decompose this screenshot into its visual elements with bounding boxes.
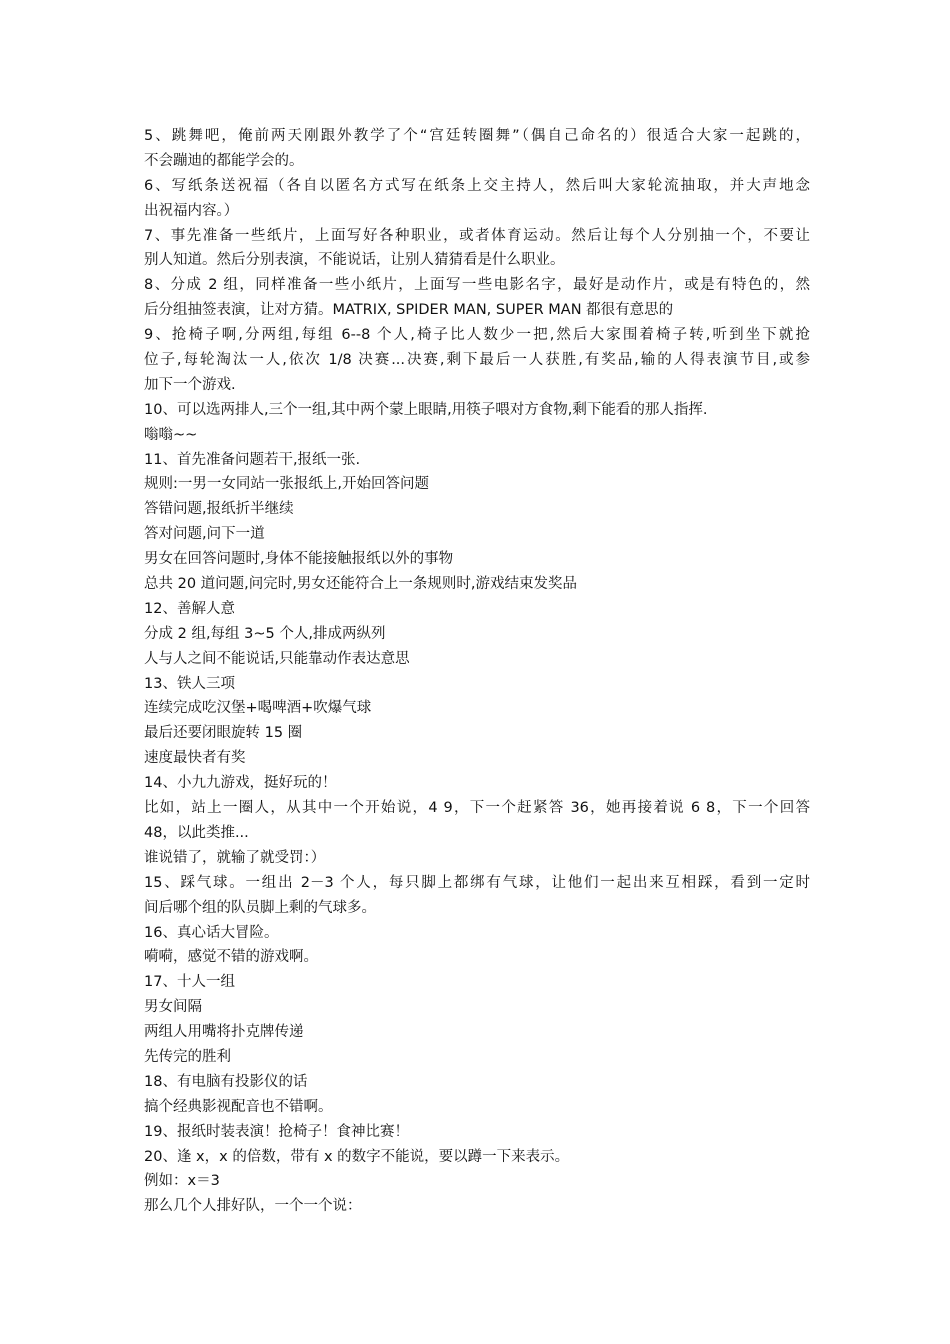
text-line: 答对问题,问下一道	[144, 526, 265, 543]
text-line: 7、事先准备一些纸片，上面写好各种职业，或者体育运动。然后让每个人分别抽一个，不要让	[144, 227, 810, 244]
text-line: 别人知道。然后分别表演，不能说话，让别人猜猜看是什么职业。	[144, 252, 565, 269]
text-line: 嗡嗡~~	[144, 426, 198, 443]
text-line: 出祝福内容。）	[144, 202, 239, 219]
text-line: 那么几个人排好队，一个一个说：	[144, 1198, 362, 1215]
text-line: 16、真心话大冒险。	[144, 924, 279, 941]
text-line: 14、小九九游戏，挺好玩的！	[144, 775, 337, 792]
text-line: 男女间隔	[144, 999, 202, 1016]
text-line: 连续完成吃汉堡+喝啤酒+吹爆气球	[144, 700, 372, 717]
text-line: 嗬嗬，感觉不错的游戏啊。	[144, 949, 318, 966]
text-line: 18、有电脑有投影仪的话	[144, 1073, 308, 1090]
text-line: 9、抢椅子啊,分两组,每组 6--8 个人,椅子比人数少一把,然后大家围着椅子转,听到坐下就抢	[144, 327, 810, 344]
text-line: 人与人之间不能说话,只能靠动作表达意思	[144, 650, 410, 667]
text-line: 例如：x＝3	[144, 1173, 220, 1190]
text-line: 加下一个游戏.	[144, 376, 236, 393]
text-line: 17、十人一组	[144, 974, 235, 991]
text-line: 10、可以选两排人,三个一组,其中两个蒙上眼睛,用筷子喂对方食物,剩下能看的那人指挥.	[144, 401, 708, 418]
text-line: 19、报纸时装表演！抢椅子！食神比赛！	[144, 1123, 409, 1140]
text-line: 谁说错了，就输了就受罚：）	[144, 849, 326, 866]
text-line: 男女在回答问题时,身体不能接触报纸以外的事物	[144, 551, 454, 568]
text-line: 不会蹦迪的都能学会的。	[144, 152, 304, 169]
text-line: 48，以此类推...	[144, 824, 249, 841]
text-line: 分成 2 组,每组 3~5 个人,排成两纵列	[144, 625, 386, 642]
text-line: 速度最快者有奖	[144, 750, 246, 767]
text-line: 6、写纸条送祝福（各自以匿名方式写在纸条上交主持人，然后叫大家轮流抽取，并大声地念	[144, 177, 810, 194]
text-line: 15、踩气球。一组出 2－3 个人，每只脚上都绑有气球，让他们一起出来互相踩，看到一定时	[144, 874, 810, 891]
text-line: 13、铁人三项	[144, 675, 235, 692]
text-line: 间后哪个组的队员脚上剩的气球多。	[144, 899, 376, 916]
text-line: 最后还要闭眼旋转 15 圈	[144, 725, 303, 742]
text-line: 11、首先准备问题若干,报纸一张.	[144, 451, 361, 468]
text-line: 先传完的胜利	[144, 1048, 231, 1065]
text-line: 位子,每轮淘汰一人,依次 1/8 决赛...决赛,剩下最后一人获胜,有奖品,输的人得表演节目,或参	[144, 352, 810, 369]
text-line: 总共 20 道问题,问完时,男女还能符合上一条规则时,游戏结束发奖品	[144, 576, 577, 593]
text-line: 20、逢 x，x 的倍数，带有 x 的数字不能说，要以蹲一下来表示。	[144, 1148, 570, 1165]
text-line: 比如，站上一圈人，从其中一个开始说，4 9，下一个赶紧答 36，她再接着说 6 8，下一个回答	[144, 800, 810, 817]
text-line: 两组人用嘴将扑克牌传递	[144, 1024, 304, 1041]
text-line: 答错问题,报纸折半继续	[144, 501, 294, 518]
text-line: 12、善解人意	[144, 600, 235, 617]
text-line: 5、跳舞吧，俺前两天刚跟外教学了个“宫廷转圈舞”（偶自己命名的）很适合大家一起跳的，	[144, 128, 810, 144]
document-body	[144, 124, 810, 1219]
text-line: 后分组抽签表演，让对方猜。MATRIX, SPIDER MAN, SUPER MAN 都很有意思的	[144, 302, 674, 319]
text-line: 规则:一男一女同站一张报纸上,开始回答问题	[144, 476, 429, 493]
text-line: 8、分成 2 组，同样准备一些小纸片，上面写一些电影名字，最好是动作片，或是有特色的，然	[144, 277, 810, 294]
text-line: 搞个经典影视配音也不错啊。	[144, 1098, 333, 1115]
